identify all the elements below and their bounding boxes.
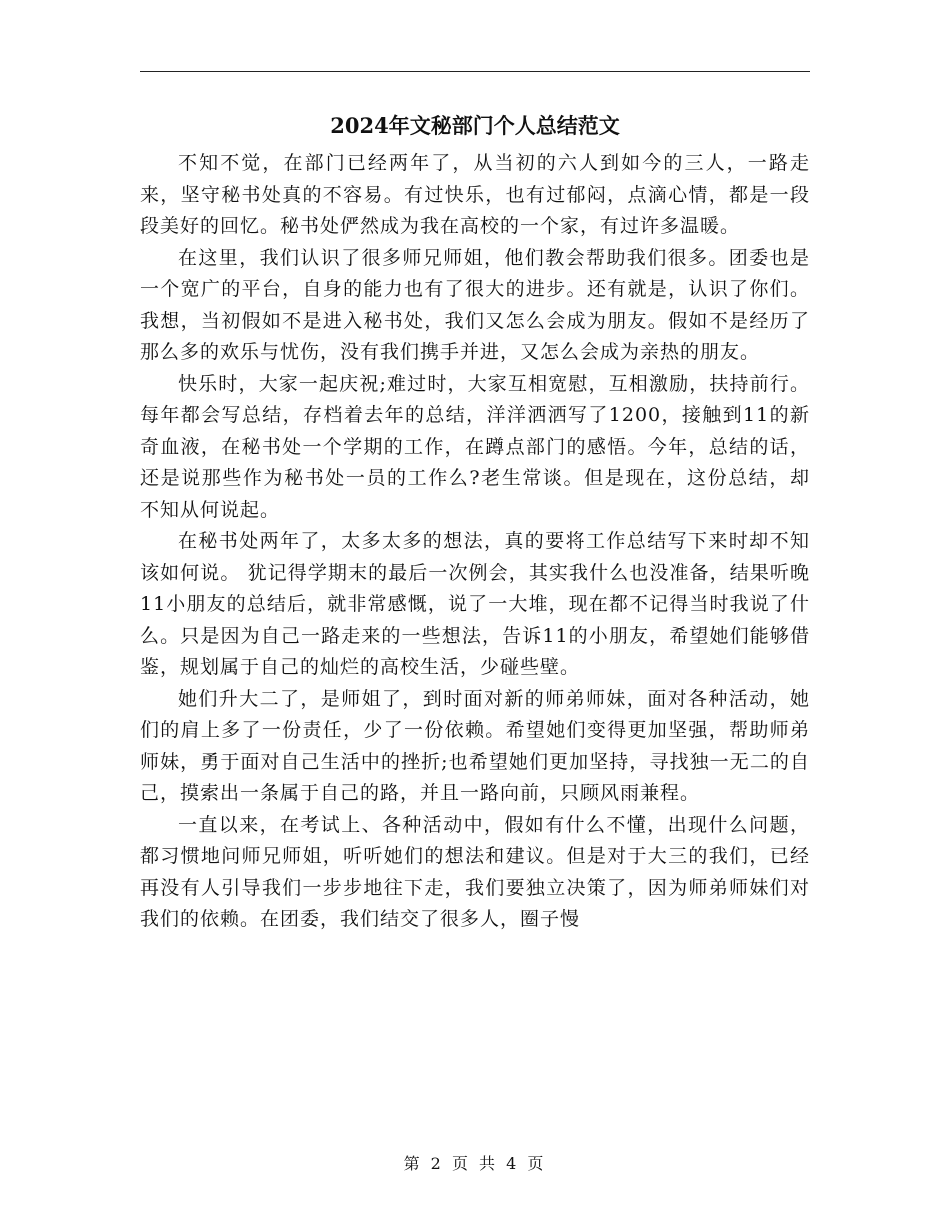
paragraph: 快乐时，大家一起庆祝;难过时，大家互相宽慰，互相激励，扶持前行。每年都会写总结，存档着去年的总结，洋洋洒洒写了1200，接触到11的新奇血液，在秘书处一个学期的工作，在蹲点部门的感悟。今年，总结的话，还是说那些作为秘书处一员的工作么?老生常谈。但是现在，这份总结，却不知从何说起。 — [140, 372, 810, 521]
paragraph: 一直以来，在考试上、各种活动中，假如有什么不懂，出现什么问题，都习惯地问师兄师姐，听听她们的想法和建议。但是对于大三的我们，已经再没有人引导我们一步步地往下走，我们要独立决策了，因为师弟师妹们对我们的依赖。在团委，我们结交了很多人，圈子慢 — [140, 813, 810, 930]
document-title: 2024年文秘部门个人总结范文 — [330, 113, 620, 138]
header-rule — [140, 71, 810, 72]
document-body — [140, 148, 810, 1110]
paragraph: 不知不觉，在部门已经两年了，从当初的六人到如今的三人，一路走来，坚守秘书处真的不容易。有过快乐，也有过郁闷，点滴心情，都是一段段美好的回忆。秘书处俨然成为我在高校的一个家，有过许多温暖。 — [140, 152, 810, 237]
page-number-footer: 第 2 页 共 4 页 — [403, 1154, 547, 1173]
paragraph: 在这里，我们认识了很多师兄师姐，他们教会帮助我们很多。团委也是一个宽广的平台，自身的能力也有了很大的进步。还有就是，认识了你们。我想，当初假如不是进入秘书处，我们又怎么会成为朋友。假如不是经历了那么多的欢乐与忧伤，没有我们携手并进，又怎么会成为亲热的朋友。 — [140, 246, 810, 363]
paragraph: 她们升大二了，是师姐了，到时面对新的师弟师妹，面对各种活动，她们的肩上多了一份责任，少了一份依赖。希望她们变得更加坚强，帮助师弟师妹，勇于面对自己生活中的挫折;也希望她们更加坚持，寻找独一无二的自己，摸索出一条属于自己的路，并且一路向前，只顾风雨兼程。 — [140, 687, 810, 804]
paragraph: 在秘书处两年了，太多太多的想法，真的要将工作总结写下来时却不知该如何说。 犹记得学期末的最后一次例会，其实我什么也没准备，结果听晚11小朋友的总结后，就非常感慨，说了一大堆，现在都不记得当时我说了什么。只是因为自己一路走来的一些想法，告诉11的小朋友，希望她们能够借鉴，规划属于自己的灿烂的高校生活，少碰些壁。 — [140, 530, 810, 678]
